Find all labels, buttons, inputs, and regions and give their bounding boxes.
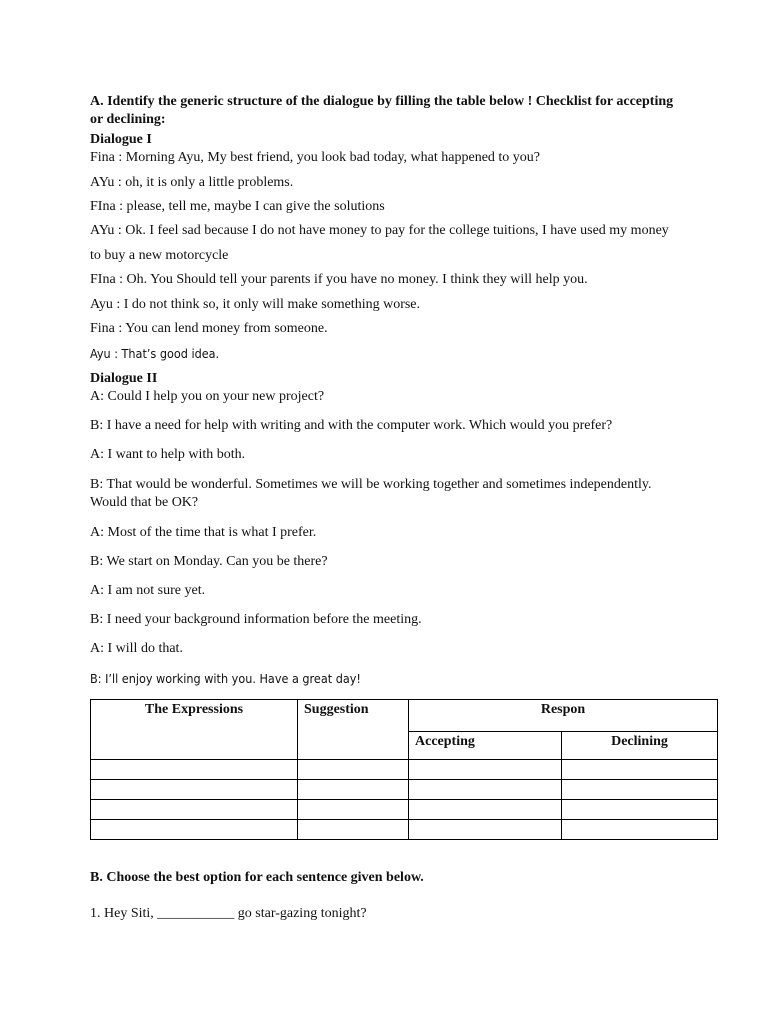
table-cell[interactable] <box>409 760 562 780</box>
col-header-suggestion: Suggestion <box>298 700 409 760</box>
dialogue-line: Ayu : I do not think so, it only will make something worse. <box>90 297 421 312</box>
dialogue-line: FIna : please, tell me, maybe I can give the solutions <box>90 199 385 214</box>
col-header-declining: Declining <box>562 732 718 760</box>
dialogue-line: Fina : You can lend money from someone. <box>90 321 328 336</box>
dialogue-line: B: That would be wonderful. Sometimes we will be working together and sometimes independently. Would that be OK? <box>90 477 652 510</box>
dialogue-line: A: I am not sure yet. <box>90 583 206 598</box>
dialogue-1-title: Dialogue I <box>90 132 152 147</box>
table-cell[interactable] <box>91 820 298 840</box>
dialogue-line: Ayu : That’s good idea. <box>90 346 220 361</box>
dialogue-line: B: I’ll enjoy working with you. Have a great day! <box>90 671 361 686</box>
table-cell[interactable] <box>562 780 718 800</box>
table-row <box>91 820 718 840</box>
table-cell[interactable] <box>409 800 562 820</box>
table-row <box>91 800 718 820</box>
table-cell[interactable] <box>562 800 718 820</box>
dialogue-line: Fina : Morning Ayu, My best friend, you look bad today, what happened to you? <box>90 150 541 165</box>
dialogue-line: A: I want to help with both. <box>90 447 246 462</box>
table-cell[interactable] <box>91 780 298 800</box>
table-cell[interactable] <box>409 780 562 800</box>
dialogue-line: B: I need your background information before the meeting. <box>90 612 422 627</box>
table-cell[interactable] <box>91 760 298 780</box>
table-cell[interactable] <box>562 820 718 840</box>
dialogue-line: to buy a new motorcycle <box>90 248 229 263</box>
dialogue-line: A: Could I help you on your new project? <box>90 389 325 404</box>
dialogue-line: A: Most of the time that is what I prefer. <box>90 525 317 540</box>
table-cell[interactable] <box>298 820 409 840</box>
dialogue-line: AYu : oh, it is only a little problems. <box>90 175 294 190</box>
section-a-heading-line1: A. Identify the generic structure of the dialogue by filling the table below ! Checklist for accepting <box>90 94 674 109</box>
dialogue-line: A: I will do that. <box>90 641 183 656</box>
table-cell[interactable] <box>91 800 298 820</box>
dialogue-line: AYu : Ok. I feel sad because I do not have money to pay for the college tuitions, I have used my money <box>90 223 669 238</box>
col-header-expressions: The Expressions <box>91 700 298 760</box>
section-a-heading-line2: or declining: <box>90 112 166 127</box>
dialogue-line: B: I have a need for help with writing and with the computer work. Which would you prefer? <box>90 418 613 433</box>
table-cell[interactable] <box>409 820 562 840</box>
col-header-respon: Respon <box>409 700 718 732</box>
table-cell[interactable] <box>562 760 718 780</box>
col-header-accepting: Accepting <box>409 732 562 760</box>
dialogue-line: FIna : Oh. You Should tell your parents if you have no money. I think they will help you. <box>90 272 588 287</box>
table-cell[interactable] <box>298 780 409 800</box>
table-row <box>91 780 718 800</box>
expressions-table <box>90 699 718 840</box>
dialogue-line: B: We start on Monday. Can you be there? <box>90 554 328 569</box>
question-1: 1. Hey Siti, ___________ go star-gazing tonight? <box>90 906 367 921</box>
section-b-heading: B. Choose the best option for each sentence given below. <box>90 870 424 885</box>
dialogue-2-title: Dialogue II <box>90 371 158 386</box>
table-cell[interactable] <box>298 800 409 820</box>
table-row <box>91 760 718 780</box>
table-cell[interactable] <box>298 760 409 780</box>
